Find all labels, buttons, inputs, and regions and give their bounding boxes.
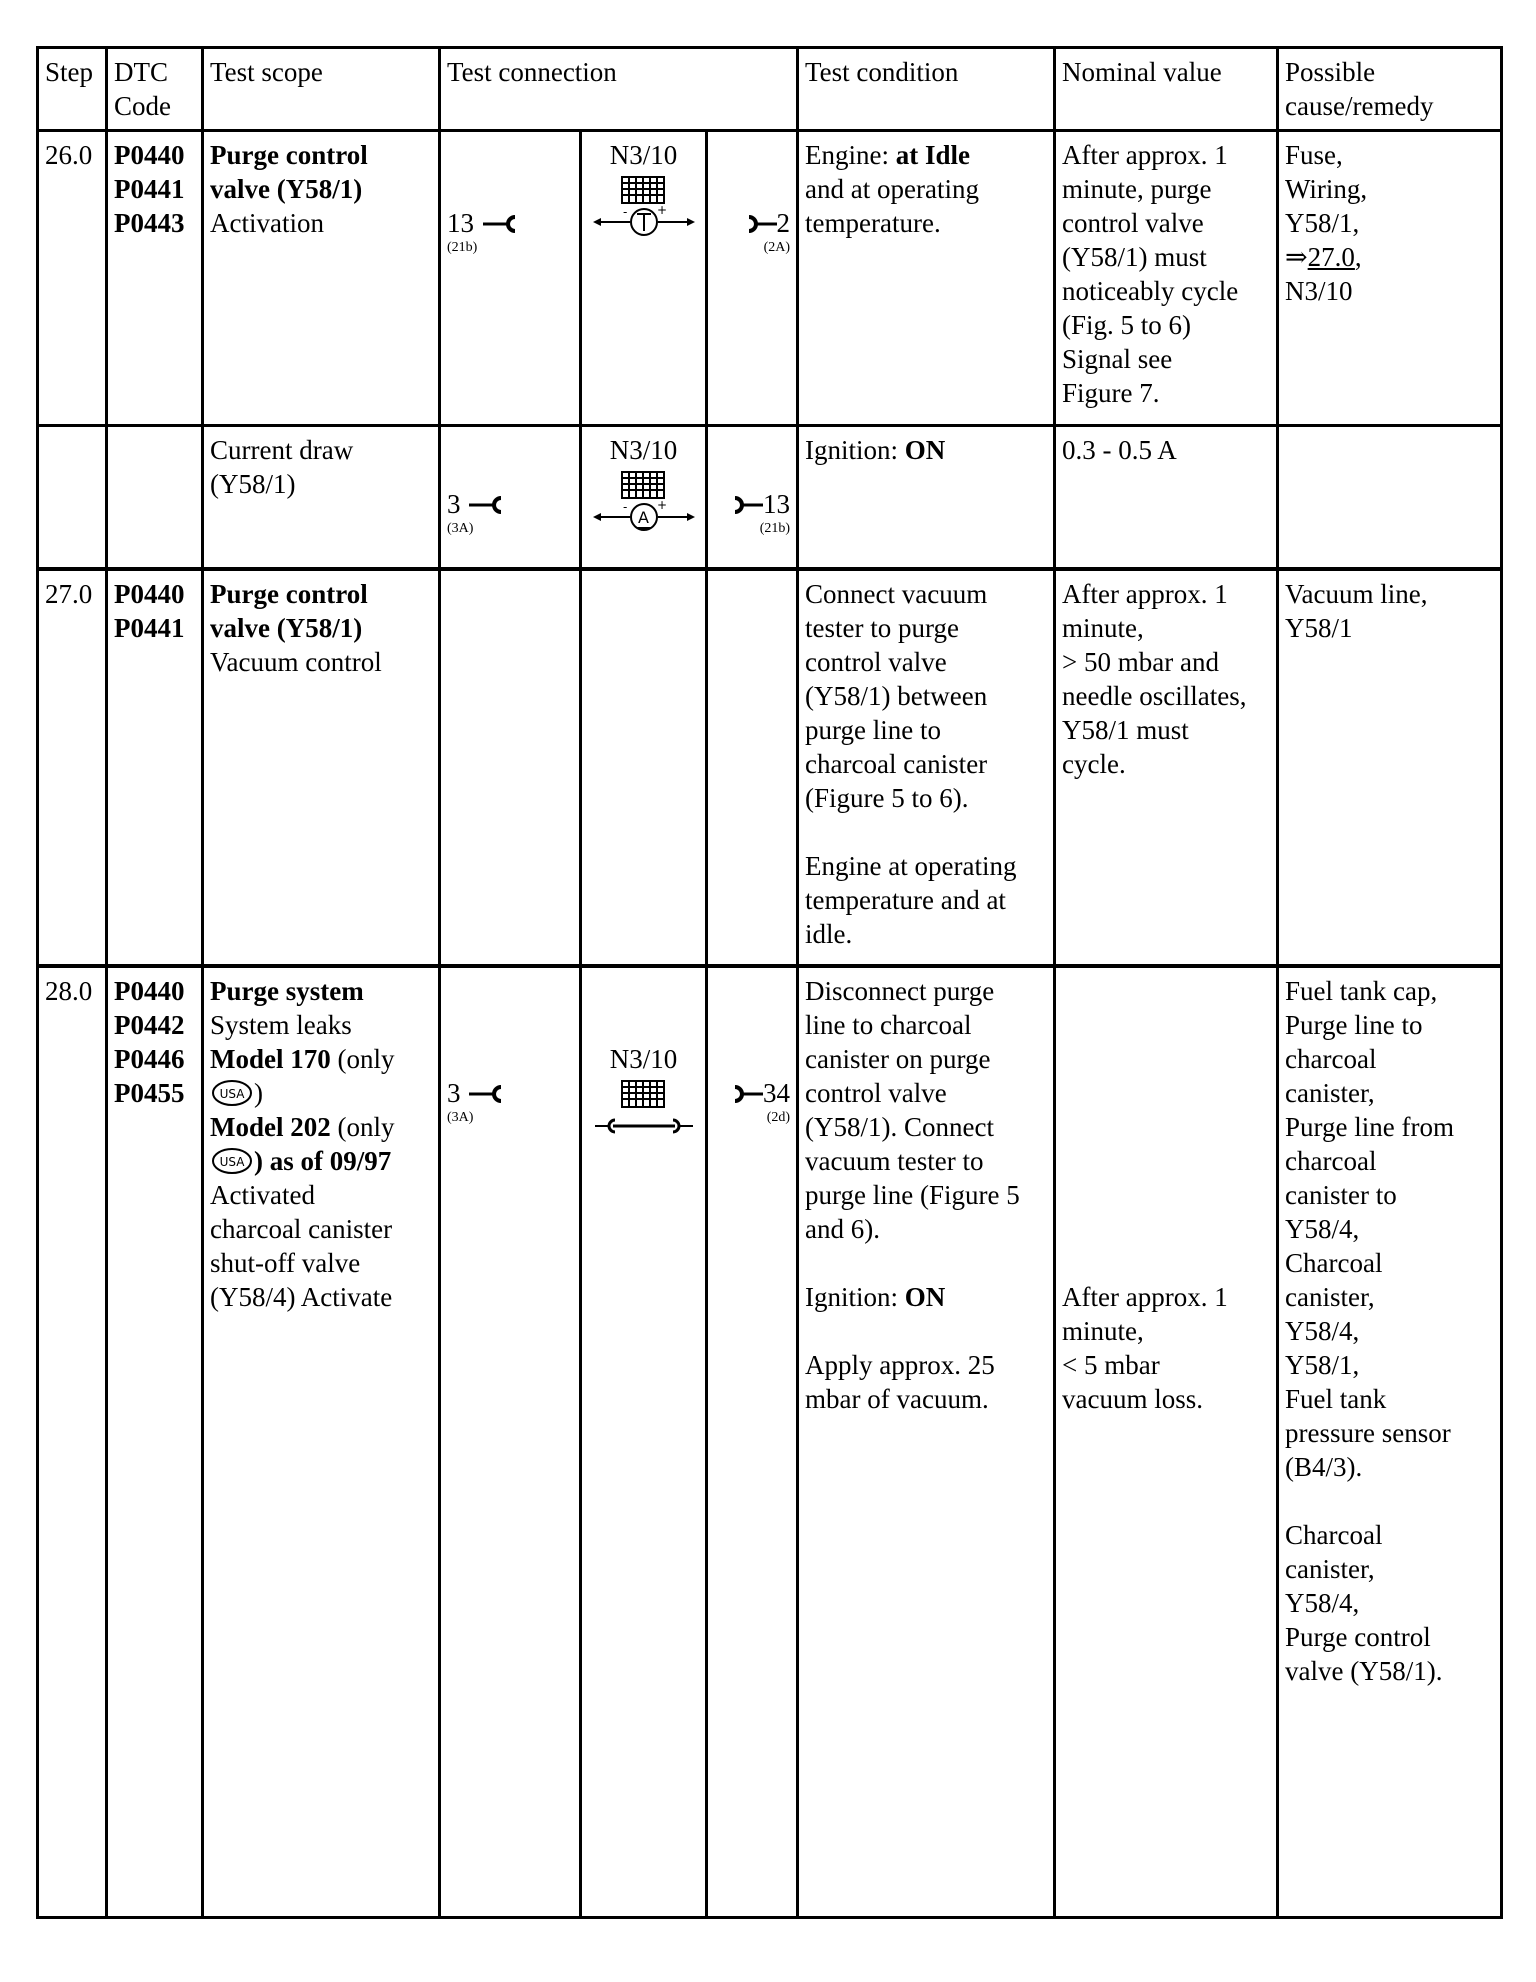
nominal-line: (Y58/1) must: [1062, 242, 1207, 272]
dtc-code: P0443: [114, 208, 185, 238]
remedy-punct: ,: [1354, 242, 1362, 272]
device-label: N3/10: [609, 1043, 678, 1074]
condition-line: [805, 1280, 1047, 1314]
dtc-codes: [107, 966, 203, 1918]
nominal-line: After approx. 1: [1062, 578, 1228, 609]
plug-socket-icon: [467, 495, 505, 515]
remedy-line: Fuel tank: [1285, 1383, 1387, 1414]
scope-line: Activated: [210, 1179, 315, 1210]
model-only-text: (only: [330, 1111, 395, 1142]
condition-line: (Y58/1) between: [805, 680, 988, 711]
svg-text:A: A: [637, 508, 649, 527]
table-row: [38, 569, 1502, 966]
nominal-line: minute,: [1062, 1315, 1144, 1346]
remedy-line: Vacuum line,: [1285, 578, 1428, 609]
scope-line: shut-off valve: [210, 1247, 361, 1278]
table-row: [38, 966, 1502, 1918]
pin-number: 3: [447, 1077, 461, 1108]
remedy-line: canister,: [1285, 1281, 1375, 1312]
scope-title-line: valve (Y58/1): [210, 174, 363, 204]
condition-line: Engine at operating: [805, 850, 1017, 881]
condition-line: Connect vacuum: [805, 578, 988, 609]
table-row: [38, 426, 1502, 569]
nominal-line: > 50 mbar and: [1062, 646, 1219, 677]
remedy-line: Y58/4,: [1285, 1213, 1360, 1244]
model-202-region: [210, 1144, 432, 1178]
remedy-line: Fuel tank cap,: [1285, 975, 1438, 1006]
header-possible-cause: [1278, 48, 1502, 131]
pin-number: 3: [447, 489, 461, 519]
condition-line: tester to purge: [805, 612, 959, 643]
test-condition: [798, 426, 1055, 569]
remedy-line: charcoal: [1285, 1043, 1377, 1074]
condition-line: temperature.: [805, 208, 941, 238]
pin-number: 2: [776, 208, 791, 238]
test-scope: [203, 426, 440, 569]
pin-number: 13: [447, 208, 474, 238]
nominal-line: After approx. 1: [1062, 1281, 1228, 1312]
nominal-line: control valve: [1062, 208, 1204, 238]
model-label: Model 170: [210, 1043, 331, 1074]
connection-pin-right: [707, 131, 798, 426]
pin-socket-label: (21b): [759, 521, 791, 536]
arrow-right-icon: ⇒: [1285, 242, 1308, 272]
scope-line: charcoal canister: [210, 1213, 393, 1244]
remedy-line: Y58/4,: [1285, 1315, 1360, 1346]
test-scope: [203, 131, 440, 426]
remedy-line: (B4/3).: [1285, 1451, 1363, 1482]
nominal-line: minute, purge: [1062, 174, 1212, 204]
condition-emphasis: ON: [904, 435, 946, 465]
condition-line: control valve: [805, 646, 947, 677]
test-scope: [203, 569, 440, 966]
scope-line: (Y58/1): [210, 469, 296, 499]
pin-number: 13: [763, 489, 791, 519]
condition-line: [805, 138, 1047, 172]
connection-device: [581, 966, 707, 1918]
remedy-line: Y58/4,: [1285, 1587, 1360, 1618]
condition-line: canister on purge: [805, 1043, 991, 1074]
scope-title: Purge system: [210, 975, 364, 1006]
condition-line: purge line (Figure 5: [805, 1179, 1020, 1210]
nominal-value: 0.3 - 0.5 A: [1055, 426, 1278, 569]
plug-socket-icon: [467, 1084, 505, 1104]
ammeter-icon: [589, 471, 699, 533]
dtc-code: P0442: [114, 1009, 185, 1040]
nominal-line: needle oscillates,: [1062, 680, 1247, 711]
connection-device: [581, 569, 707, 966]
condition-line: vacuum tester to: [805, 1145, 984, 1176]
nominal-line: Figure 7.: [1062, 378, 1160, 408]
header-test-connection: Test connection: [440, 48, 798, 131]
scope-subtitle: Vacuum control: [210, 646, 382, 677]
nominal-line: (Fig. 5 to 6): [1062, 310, 1192, 340]
remedy-line: N3/10: [1285, 276, 1353, 306]
connection-device: [581, 426, 707, 569]
scope-line: System leaks: [210, 1009, 352, 1040]
remedy-line: Purge line to: [1285, 1009, 1423, 1040]
nominal-value: [1055, 569, 1278, 966]
usa-badge-icon: [210, 1146, 254, 1176]
pin-socket-label: (21b): [447, 240, 478, 255]
remedy-line: Purge line from: [1285, 1111, 1455, 1142]
dtc-codes: [107, 426, 203, 569]
test-scope: [203, 966, 440, 1918]
header-remedy-line: cause/remedy: [1285, 91, 1434, 121]
connection-pin-right: [707, 966, 798, 1918]
step-number: 26.0: [38, 131, 107, 426]
condition-line: purge line to: [805, 714, 942, 745]
header-row: [38, 48, 1502, 131]
condition-line: Disconnect purge: [805, 975, 995, 1006]
condition-line: idle.: [805, 918, 853, 949]
remedy-line: charcoal: [1285, 1145, 1377, 1176]
remedy-line: valve (Y58/1).: [1285, 1655, 1443, 1686]
connection-pin-right: [707, 426, 798, 569]
condition-line: charcoal canister: [805, 748, 988, 779]
scope-title-line: valve (Y58/1): [210, 612, 363, 643]
table-row: [38, 131, 1502, 426]
header-dtc-line: Code: [114, 91, 171, 121]
model-170-region: [210, 1076, 432, 1110]
scope-line: (Y58/4) Activate: [210, 1281, 393, 1312]
nominal-line: cycle.: [1062, 748, 1126, 779]
condition-line: temperature and at: [805, 884, 1006, 915]
dtc-codes: [107, 131, 203, 426]
remedy-line: Purge control: [1285, 1621, 1431, 1652]
dtc-code: P0440: [114, 975, 185, 1006]
nominal-line: < 5 mbar: [1062, 1349, 1160, 1380]
svg-text:-: -: [622, 205, 627, 219]
header-test-scope: Test scope: [203, 48, 440, 131]
device-label: N3/10: [609, 140, 678, 170]
nominal-line: vacuum loss.: [1062, 1383, 1204, 1414]
possible-cause: [1278, 966, 1502, 1918]
test-condition: [798, 966, 1055, 1918]
condition-line: control valve: [805, 1077, 947, 1108]
device-label: N3/10: [609, 435, 678, 465]
remedy-line: Y58/1: [1285, 612, 1353, 643]
condition-text: Ignition:: [805, 1281, 905, 1312]
remedy-line: canister to: [1285, 1179, 1397, 1210]
svg-text:+: +: [656, 203, 667, 217]
nominal-line: Y58/1 must: [1062, 714, 1189, 745]
usa-badge-icon: [210, 1078, 254, 1108]
plug-pin-icon: [733, 1084, 763, 1104]
remedy-line: Y58/1,: [1285, 1349, 1360, 1380]
header-nominal-value: Nominal value: [1055, 48, 1278, 131]
nominal-line: minute,: [1062, 612, 1144, 643]
condition-text: Engine:: [805, 140, 896, 170]
connection-pin-right: [707, 569, 798, 966]
scope-line: Current draw: [210, 435, 354, 465]
scope-title-line: Purge control: [210, 578, 368, 609]
condition-emphasis: at Idle: [895, 140, 971, 170]
possible-cause: [1278, 569, 1502, 966]
remedy-line: canister,: [1285, 1553, 1375, 1584]
remedy-line: Fuse,: [1285, 140, 1343, 170]
condition-text: Ignition:: [805, 435, 905, 465]
test-condition: [798, 569, 1055, 966]
dtc-code: P0441: [114, 174, 185, 204]
condition-line: (Figure 5 to 6).: [805, 782, 969, 813]
dtc-code: P0455: [114, 1077, 185, 1108]
condition-line: and 6).: [805, 1213, 881, 1244]
plug-pin-icon: [733, 495, 763, 515]
remedy-line: Y58/1,: [1285, 208, 1360, 238]
usa-badge-text: USA: [219, 1154, 245, 1169]
condition-line: line to charcoal: [805, 1009, 972, 1040]
header-remedy-line: Possible: [1285, 57, 1376, 87]
test-condition: [798, 131, 1055, 426]
dtc-code: P0440: [114, 140, 185, 170]
svg-text:+: +: [656, 498, 667, 512]
step-reference-link[interactable]: 27.0: [1307, 242, 1355, 272]
svg-text:-: -: [622, 500, 627, 514]
connection-pin-left: [440, 131, 581, 426]
model-label: Model 202: [210, 1111, 331, 1142]
connection-pin-left: [440, 966, 581, 1918]
condition-line: Apply approx. 25: [805, 1349, 995, 1380]
condition-line: and at operating: [805, 174, 979, 204]
voltmeter-icon: [589, 176, 699, 238]
possible-cause: [1278, 426, 1502, 569]
header-test-condition: Test condition: [798, 48, 1055, 131]
model-only-text: (only: [330, 1043, 395, 1074]
model-202-note: [210, 1110, 432, 1144]
condition-line: mbar of vacuum.: [805, 1383, 989, 1414]
header-step: Step: [38, 48, 107, 131]
nominal-value: [1055, 966, 1278, 1918]
scope-title-line: Purge control: [210, 140, 368, 170]
step-number: [38, 426, 107, 569]
dtc-code: P0446: [114, 1043, 185, 1074]
remedy-reference[interactable]: [1285, 240, 1494, 274]
model-close: ): [254, 1077, 263, 1108]
scope-subtitle: Activation: [210, 208, 324, 238]
pin-socket-label: (3A): [447, 521, 474, 536]
header-dtc: [107, 48, 203, 131]
pin-socket-label: (2d): [766, 1109, 791, 1125]
remedy-line: Charcoal: [1285, 1247, 1383, 1278]
nominal-line: Signal see: [1062, 344, 1173, 374]
pin-socket-label: (3A): [447, 1109, 474, 1125]
remedy-line: Wiring,: [1285, 174, 1368, 204]
remedy-line: pressure sensor: [1285, 1417, 1451, 1448]
remedy-line: Charcoal: [1285, 1519, 1383, 1550]
diagnostic-test-table: [36, 46, 1503, 1919]
condition-line: [805, 433, 1047, 467]
usa-badge-text: USA: [219, 1086, 245, 1101]
connection-pin-left: [440, 426, 581, 569]
jumper-cable-icon: [589, 1080, 699, 1142]
pin-number: 34: [763, 1077, 791, 1108]
step-number: 28.0: [38, 966, 107, 1918]
dtc-codes: [107, 569, 203, 966]
possible-cause: [1278, 131, 1502, 426]
plug-socket-icon: [481, 214, 519, 234]
step-number: 27.0: [38, 569, 107, 966]
nominal-line: After approx. 1: [1062, 140, 1228, 170]
pin-socket-label: (2A): [763, 240, 791, 255]
plug-pin-icon: [747, 214, 777, 234]
condition-line: (Y58/1). Connect: [805, 1111, 994, 1142]
connection-pin-left: [440, 569, 581, 966]
dtc-code: P0441: [114, 612, 185, 643]
header-dtc-line: DTC: [114, 57, 168, 87]
nominal-line: noticeably cycle: [1062, 276, 1239, 306]
model-date: ) as of 09/97: [254, 1145, 392, 1176]
dtc-code: P0440: [114, 578, 185, 609]
remedy-line: canister,: [1285, 1077, 1375, 1108]
connection-device: [581, 131, 707, 426]
condition-emphasis: ON: [904, 1281, 946, 1312]
model-170-note: [210, 1042, 432, 1076]
nominal-value: [1055, 131, 1278, 426]
